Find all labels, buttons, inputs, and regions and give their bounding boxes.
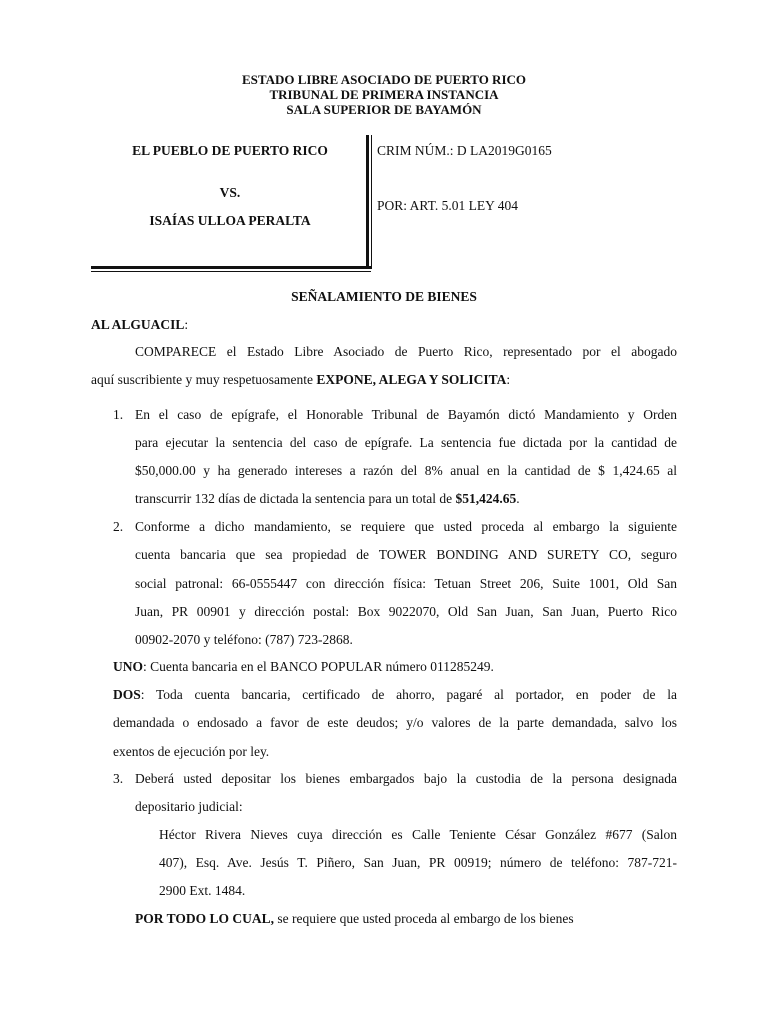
court-header xyxy=(0,72,768,117)
caption-horizontal-rule-thin xyxy=(91,271,371,272)
item-1-line-3: $50,000.00 y ha generado intereses a razón del 8% anual en la cantidad de $ 1,424.65 al xyxy=(135,463,677,478)
header-line-3: SALA SUPERIOR DE BAYAMÓN xyxy=(286,102,482,117)
item-2-line-4: Juan, PR 00901 y dirección postal: Box 9022070, Old San Juan, San Juan, Puerto Rico xyxy=(135,604,677,619)
intro-line-1: COMPARECE el Estado Libre Asociado de Puerto Rico, representado por el abogado xyxy=(135,344,677,359)
caption-vertical-rule xyxy=(366,135,369,269)
case-number: CRIM NÚM.: D LA2019G0165 xyxy=(377,143,552,158)
dos-line-1: DOS: Toda cuenta bancaria, certificado de ahorro, pagaré al portador, en poder de la xyxy=(113,687,677,702)
salutation-colon: : xyxy=(184,317,189,332)
plaintiff-name: EL PUEBLO DE PUERTO RICO xyxy=(132,143,328,158)
intro-line-2: aquí suscribiente y muy respetuosamente EXPONE, ALEGA Y SOLICITA: xyxy=(91,372,511,387)
caption-horizontal-rule xyxy=(91,266,371,269)
item-1-line-4: transcurrir 132 días de dictada la sentencia para un total de $51,424.65. xyxy=(135,491,520,506)
total-amount: $51,424.65 xyxy=(455,491,517,506)
header-line-1: ESTADO LIBRE ASOCIADO DE PUERTO RICO xyxy=(241,72,527,87)
header-line-2: TRIBUNAL DE PRIMERA INSTANCIA xyxy=(269,87,499,102)
item-1-number: 1. xyxy=(113,407,124,422)
uno-label: UNO xyxy=(113,659,143,674)
dos-line-2: demandada o endosado a favor de este deudos; y/o valores de la parte demandada, salvo los xyxy=(113,715,677,730)
document-title: SEÑALAMIENTO DE BIENES xyxy=(291,289,477,304)
uno-paragraph: UNO: Cuenta bancaria en el BANCO POPULAR número 011285249. xyxy=(113,659,494,674)
item-2-line-3: social patronal: 66-0555447 con dirección física: Tetuan Street 206, Suite 1001, Old San xyxy=(135,576,677,591)
dos-line-3: exentos de ejecución por ley. xyxy=(113,744,270,759)
depositary-line-3: 2900 Ext. 1484. xyxy=(159,883,246,898)
item-3-line-1: Deberá usted depositar los bienes embargados bajo la custodia de la persona designada xyxy=(135,771,677,786)
closing-bold: POR TODO LO CUAL, xyxy=(135,911,275,926)
item-2-line-1: Conforme a dicho mandamiento, se requiere que usted proceda al embargo la siguiente xyxy=(135,519,677,534)
versus-label: VS. xyxy=(219,185,241,200)
item-2-number: 2. xyxy=(113,519,124,534)
caption-vertical-rule-thin xyxy=(371,135,372,269)
item-2-line-5: 00902-2070 y teléfono: (787) 723-2868. xyxy=(135,632,353,647)
salutation-label: AL ALGUACIL xyxy=(91,317,185,332)
salutation xyxy=(91,317,188,333)
depositary-line-2: 407), Esq. Ave. Jesús T. Piñero, San Juan, PR 00919; número de teléfono: 787-721- xyxy=(159,855,677,870)
dos-label: DOS xyxy=(113,687,141,702)
intro-request: EXPONE, ALEGA Y SOLICITA xyxy=(316,372,507,387)
defendant-name: ISAÍAS ULLOA PERALTA xyxy=(149,213,311,228)
closing-paragraph: POR TODO LO CUAL, se requiere que usted proceda al embargo de los bienes xyxy=(135,911,574,926)
depositary-line-1: Héctor Rivera Nieves cuya dirección es Calle Teniente César González #677 (Salon xyxy=(159,827,677,842)
item-1-line-1: En el caso de epígrafe, el Honorable Tribunal de Bayamón dictó Mandamiento y Orden xyxy=(135,407,677,422)
charge-article: POR: ART. 5.01 LEY 404 xyxy=(377,198,518,213)
item-3-number: 3. xyxy=(113,771,124,786)
item-3-line-2: depositario judicial: xyxy=(135,799,243,814)
item-1-line-2: para ejecutar la sentencia del caso de epígrafe. La sentencia fue dictada por la cantidad de xyxy=(135,435,677,450)
item-2-line-2: cuenta bancaria que sea propiedad de TOWER BONDING AND SURETY CO, seguro xyxy=(135,547,677,562)
